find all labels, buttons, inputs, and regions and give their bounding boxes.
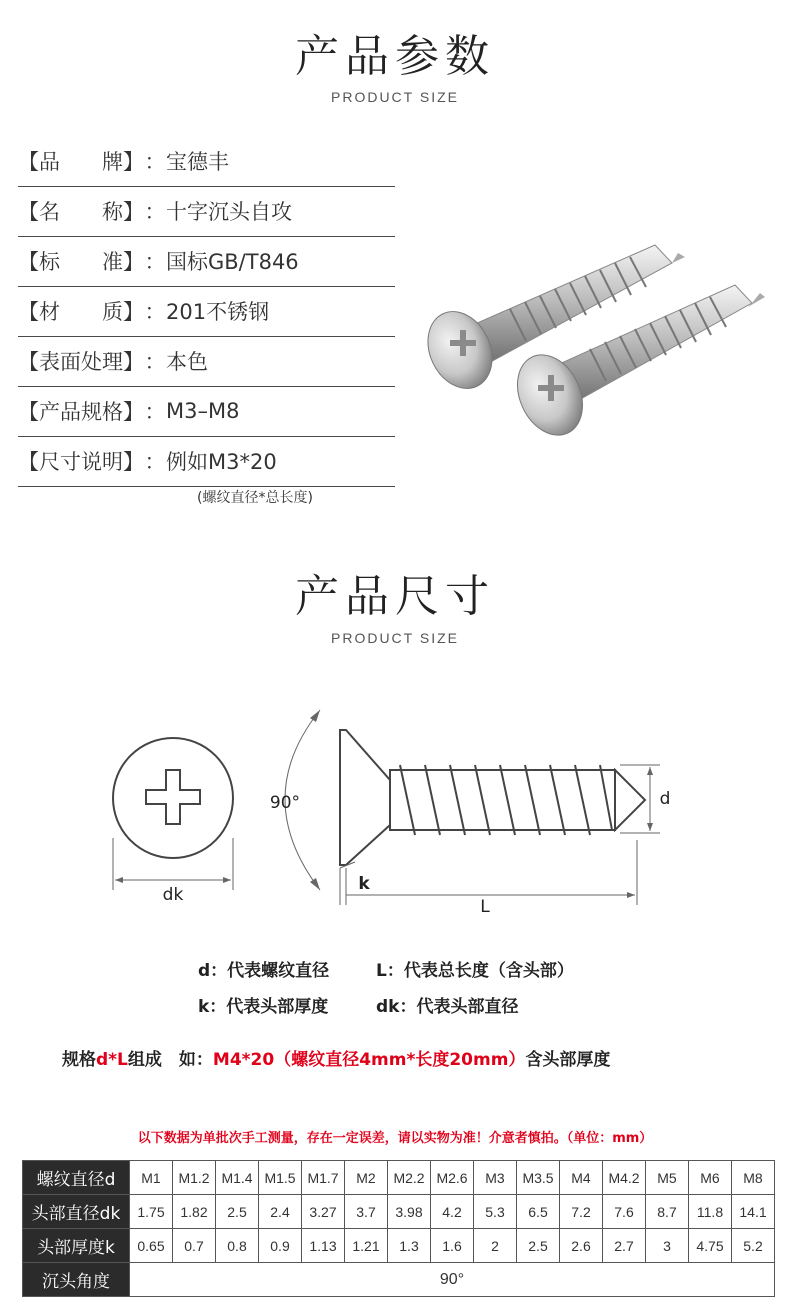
table-cell: M8 [732,1161,775,1195]
spec-label-end: 质】 [102,300,144,324]
spec-example [62,1045,610,1070]
spec-label-end: 准】 [102,250,144,274]
table-cell: M6 [689,1161,732,1195]
table-cell: M3 [474,1161,517,1195]
section-title-params: 产品参数 [295,31,495,82]
section-subtitle-params: PRODUCT SIZE [331,89,459,105]
table-cell: 14.1 [732,1195,775,1229]
row-header: 螺纹直径d [23,1161,130,1195]
spec-label [18,396,144,426]
spec-label-start: 【标 [18,250,60,274]
spec-label-end: 牌】 [102,150,144,174]
table-row [23,1263,775,1297]
table-cell: 2.4 [259,1195,302,1229]
example-suffix: 含头部厚度 [525,1050,611,1070]
dimension-table [22,1160,775,1297]
spec-label-end: 】 [123,350,144,374]
table-row [23,1195,775,1229]
example-prefix: 规格 [62,1050,96,1070]
spec-row [18,436,395,487]
product-photo [410,225,780,455]
spec-label [18,446,144,476]
spec-row [18,386,395,437]
table-cell: 7.2 [560,1195,603,1229]
table-cell: 3.98 [388,1195,431,1229]
spec-value: M3–M8 [166,399,240,423]
legend-k: k：代表头部厚度 [198,997,329,1017]
section-subtitle-size: PRODUCT SIZE [331,630,459,646]
spec-separator: ： [144,150,166,174]
spec-label-end: 】 [123,450,144,474]
table-cell: 5.3 [474,1195,517,1229]
spec-value: 本色 [166,350,208,374]
table-cell: 6.5 [517,1195,560,1229]
legend-dk: dk：代表头部直径 [376,997,519,1017]
spec-label-end: 称】 [102,200,144,224]
table-cell: 5.2 [732,1229,775,1263]
spec-note: (螺纹直径*总长度) [197,490,313,506]
table-cell: M3.5 [517,1161,560,1195]
table-cell: M1.2 [173,1161,216,1195]
table-cell: M5 [646,1161,689,1195]
table-cell: M1.7 [302,1161,345,1195]
table-cell: 0.65 [130,1229,173,1263]
angle-value-cell: 90° [130,1263,775,1297]
table-cell: 11.8 [689,1195,732,1229]
head-top-view [113,738,233,890]
example-dl: d*L [96,1050,128,1070]
table-cell: 4.2 [431,1195,474,1229]
table-cell: M1 [130,1161,173,1195]
row-header: 沉头角度 [23,1263,130,1297]
spec-row [18,236,395,287]
spec-separator: ： [144,300,166,324]
spec-label-start: 【品 [18,150,60,174]
table-row [23,1229,775,1263]
spec-value: 国标GB/T846 [166,250,299,274]
screw-side-view [285,710,660,905]
legend-d: d：代表螺纹直径 [198,961,330,981]
example-value: M4*20（螺纹直径4mm*长度20mm） [212,1050,526,1070]
table-cell: 7.6 [603,1195,646,1229]
spec-label-start: 【尺寸说明 [18,450,123,474]
table-cell: 0.9 [259,1229,302,1263]
table-cell: 2 [474,1229,517,1263]
table-cell: 1.82 [173,1195,216,1229]
table-cell: 3.27 [302,1195,345,1229]
table-cell: 2.5 [216,1195,259,1229]
table-cell: 1.21 [345,1229,388,1263]
spec-label-start: 【表面处理 [18,350,123,374]
table-cell: M2 [345,1161,388,1195]
spec-label [18,246,144,276]
table-cell: 3.7 [345,1195,388,1229]
spec-row [18,136,395,187]
spec-value: 十字沉头自攻 [166,200,292,224]
table-cell: M1.4 [216,1161,259,1195]
dk-label: dk [162,885,184,905]
table-cell: 1.75 [130,1195,173,1229]
table-cell: 1.13 [302,1229,345,1263]
section-title-size: 产品尺寸 [295,571,495,622]
spec-separator: ： [144,450,166,474]
L-label: L [480,897,490,917]
dimension-diagram [100,690,700,920]
spec-separator: ： [144,250,166,274]
table-cell: 0.7 [173,1229,216,1263]
row-header: 头部厚度k [23,1229,130,1263]
spec-row [18,336,395,387]
table-cell: 2.6 [560,1229,603,1263]
table-cell: 1.3 [388,1229,431,1263]
table-cell: 0.8 [216,1229,259,1263]
spec-separator: ： [144,350,166,374]
example-mid: 组成 如： [127,1050,213,1070]
spec-label [18,346,144,376]
spec-label-start: 【名 [18,200,60,224]
table-cell: 1.6 [431,1229,474,1263]
spec-label-start: 【产品规格 [18,400,123,424]
row-header: 头部直径dk [23,1195,130,1229]
legend-L: L：代表总长度（含头部） [376,961,574,981]
table-row [23,1161,775,1195]
spec-value: 例如M3*20 [166,450,277,474]
table-cell: M1.5 [259,1161,302,1195]
spec-label [18,296,144,326]
table-cell: 4.75 [689,1229,732,1263]
table-cell: 2.7 [603,1229,646,1263]
spec-separator: ： [144,200,166,224]
spec-label-start: 【材 [18,300,60,324]
table-cell: 2.5 [517,1229,560,1263]
spec-value: 201不锈钢 [166,300,270,324]
table-cell: M2.2 [388,1161,431,1195]
table-cell: 3 [646,1229,689,1263]
table-cell: M2.6 [431,1161,474,1195]
spec-separator: ： [144,400,166,424]
angle-label: 90° [269,793,301,813]
spec-row [18,286,395,337]
measurement-disclaimer: 以下数据为单批次手工测量，存在一定误差，请以实物为准！介意者慎拍。（单位：mm） [137,1131,653,1146]
table-cell: 8.7 [646,1195,689,1229]
spec-label [18,196,144,226]
spec-label-end: 】 [123,400,144,424]
spec-row [18,186,395,237]
k-label: k [358,874,370,894]
table-cell: M4.2 [603,1161,646,1195]
spec-value: 宝德丰 [166,150,229,174]
table-cell: M4 [560,1161,603,1195]
d-label: d [659,789,671,809]
spec-label [18,146,144,176]
